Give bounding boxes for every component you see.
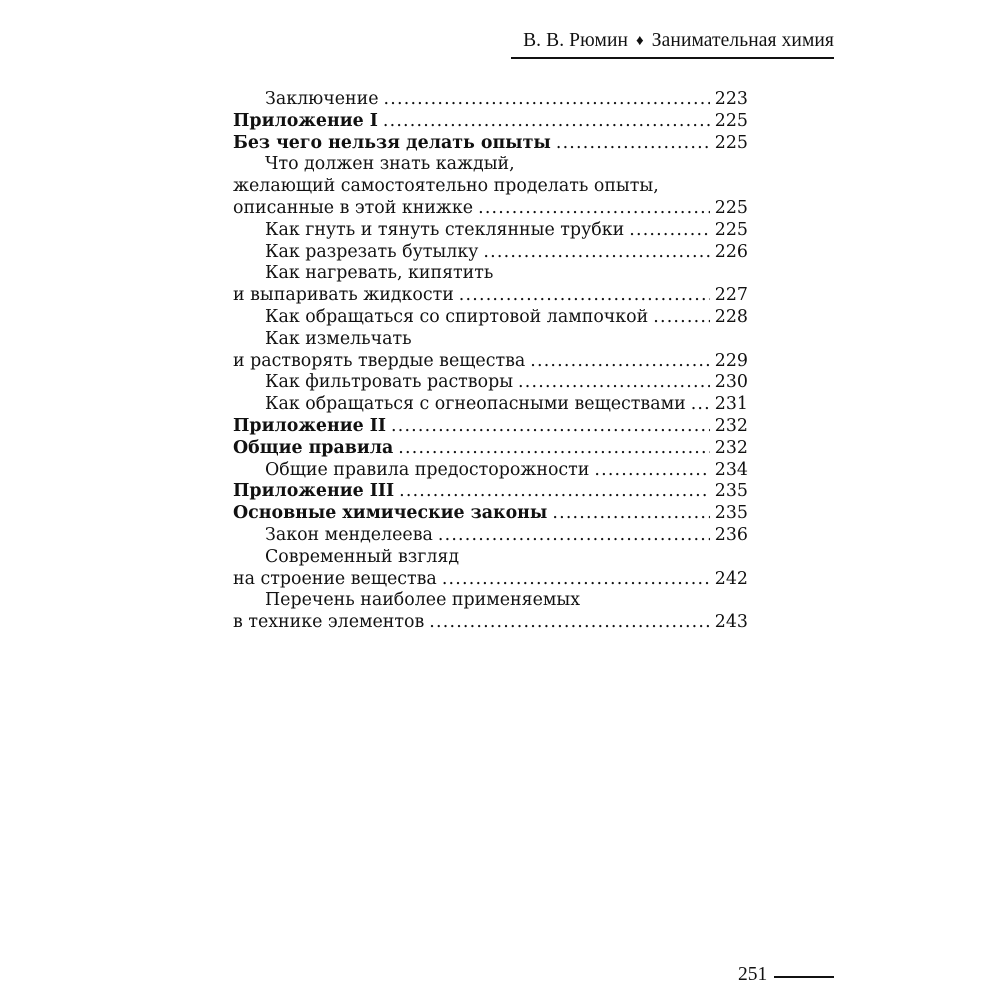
dot-leader xyxy=(629,220,710,242)
toc-entry-page: 228 xyxy=(714,306,748,327)
toc-entry-appendix[interactable] xyxy=(233,481,748,503)
toc-entry-title: Как обращаться с огнеопасными веществами xyxy=(265,394,686,415)
toc-entry-page: 243 xyxy=(714,612,748,633)
toc-entry-title: описанные в этой книжке xyxy=(233,197,474,218)
toc-entry-line: Как нагревать, кипятить xyxy=(265,263,494,284)
toc-entry-line: Современный взгляд xyxy=(265,546,460,567)
dot-leader xyxy=(530,351,710,373)
toc-entry[interactable] xyxy=(233,525,748,547)
toc-entry-title: и растворять твердые вещества xyxy=(233,350,526,371)
toc-entry-page: 225 xyxy=(714,132,748,153)
toc-entry-page: 235 xyxy=(714,503,748,524)
dot-leader xyxy=(518,372,710,394)
dot-leader xyxy=(429,612,710,634)
toc-entry-section[interactable] xyxy=(233,438,748,460)
toc-entry[interactable] xyxy=(233,242,748,264)
page-number: 251 xyxy=(738,964,768,985)
toc-entry-page: 236 xyxy=(714,524,748,545)
dot-leader xyxy=(552,503,709,525)
toc-entry-title: Приложение III xyxy=(233,481,395,502)
toc-entry[interactable] xyxy=(233,220,748,242)
dot-leader xyxy=(384,89,710,111)
toc-entry-section[interactable] xyxy=(233,503,748,525)
toc-entry-title: на строение вещества xyxy=(233,568,437,589)
header-author: В. В. Рюмин xyxy=(523,30,629,51)
toc-entry-title: в технике элементов xyxy=(233,612,425,633)
running-head xyxy=(523,30,834,52)
toc-entry-title: Без чего нельзя делать опыты xyxy=(233,132,551,153)
toc-entry[interactable] xyxy=(233,372,748,394)
header-rule xyxy=(511,57,834,59)
toc-entry-section[interactable] xyxy=(233,133,748,155)
toc-entry-title: Приложение II xyxy=(233,415,386,436)
dot-leader xyxy=(594,460,709,482)
toc-entry-title: Как обращаться со спиртовой лампочкой xyxy=(265,306,649,327)
dot-leader xyxy=(691,394,710,416)
toc-entry[interactable] xyxy=(233,460,748,482)
dot-leader xyxy=(483,242,709,264)
toc-entry-title: Заключение xyxy=(265,89,379,109)
toc-entry[interactable] xyxy=(233,394,748,416)
toc-entry-page: 229 xyxy=(714,350,748,371)
toc-entry-multiline[interactable] xyxy=(233,154,748,219)
toc-entry-page: 234 xyxy=(714,459,748,480)
toc-entry-page: 225 xyxy=(714,110,748,131)
dot-leader xyxy=(442,569,710,591)
toc-entry-appendix[interactable] xyxy=(233,111,748,133)
dot-leader xyxy=(391,416,710,438)
toc-entry-multiline[interactable] xyxy=(233,263,748,307)
toc-entry-title: Основные химические законы xyxy=(233,503,548,524)
toc-entry-page: 242 xyxy=(714,568,748,589)
toc-entry-title: Общие правила предосторожности xyxy=(265,459,590,480)
toc-entry-title: Как гнуть и тянуть стеклянные трубки xyxy=(265,219,625,240)
toc-entry-appendix[interactable] xyxy=(233,416,748,438)
toc-entry-page: 232 xyxy=(714,437,748,458)
dot-leader xyxy=(478,198,710,220)
toc-entry-multiline[interactable] xyxy=(233,547,748,591)
header-book-title: Занимательная химия xyxy=(651,30,834,51)
toc-entry-page: 230 xyxy=(714,372,748,393)
toc-entry-multiline[interactable] xyxy=(233,329,748,373)
dot-leader xyxy=(438,525,710,547)
toc-entry-title: и выпаривать жидкости xyxy=(233,285,454,306)
toc-entry-page: 226 xyxy=(714,241,748,262)
diamond-icon: ♦ xyxy=(636,33,644,49)
toc-entry-page: 227 xyxy=(714,285,748,306)
dot-leader xyxy=(383,111,710,133)
table-of-contents xyxy=(233,89,748,634)
toc-entry-line: Перечень наиболее применяемых xyxy=(265,590,581,611)
toc-entry-line: желающий самостоятельно проделать опыты, xyxy=(233,176,659,197)
toc-entry-title: Общие правила xyxy=(233,437,394,458)
toc-entry-page: 223 xyxy=(714,89,748,109)
dot-leader xyxy=(398,438,710,460)
toc-entry-page: 232 xyxy=(714,415,748,436)
toc-entry[interactable] xyxy=(233,307,748,329)
toc-entry-title: Как разрезать бутылку xyxy=(265,241,479,262)
dot-leader xyxy=(653,307,710,329)
toc-entry-page: 225 xyxy=(714,219,748,240)
footer-rule xyxy=(774,976,834,978)
toc-entry-line: Как измельчать xyxy=(265,328,412,349)
dot-leader xyxy=(399,481,710,503)
toc-entry-title: Приложение I xyxy=(233,110,378,131)
toc-entry-line: Что должен знать каждый, xyxy=(265,154,515,175)
dot-leader xyxy=(556,133,710,155)
toc-entry-multiline[interactable] xyxy=(233,590,748,634)
toc-entry-page: 235 xyxy=(714,481,748,502)
toc-entry-page: 231 xyxy=(714,394,748,415)
dot-leader xyxy=(459,285,710,307)
toc-entry-title: Закон менделеева xyxy=(265,524,433,545)
toc-entry-page: 225 xyxy=(714,197,748,218)
toc-entry-title: Как фильтровать растворы xyxy=(265,372,514,393)
toc-entry[interactable] xyxy=(233,89,748,111)
